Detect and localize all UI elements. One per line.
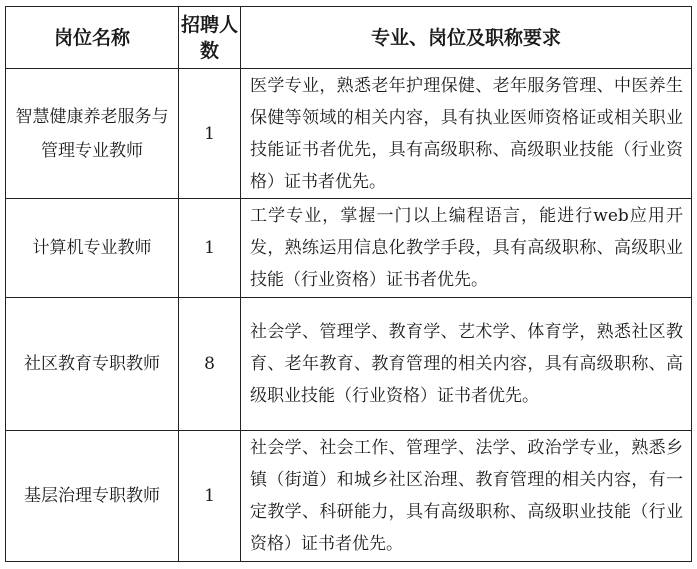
recruit-count-cell: 8	[179, 298, 241, 431]
requirements-cell: 医学专业，熟悉老年护理保健、老年服务管理、中医养生保健等领域的相关内容，具有执业医师资格证或相关职业技能证书者优先，具有高级职称、高级职业技能（行业资格）证书者优先。	[241, 69, 692, 199]
recruit-count-cell: 1	[179, 199, 241, 298]
header-row	[6, 7, 692, 69]
header-recruit-count: 招聘人数	[179, 7, 241, 69]
requirements-cell: 社会学、管理学、教育学、艺术学、体育学，熟悉社区教育、老年教育、教育管理的相关内容，具有高级职称、高级职业技能（行业资格）证书者优先。	[241, 298, 692, 431]
position-name-cell: 智慧健康养老服务与管理专业教师	[6, 69, 179, 199]
table-row	[6, 298, 692, 431]
requirements-cell: 社会学、社会工作、管理学、法学、政治学专业，熟悉乡镇（街道）和城乡社区治理、教育管理的相关内容，有一定教学、科研能力，具有高级职称、高级职业技能（行业资格）证书者优先。	[241, 431, 692, 562]
requirements-cell: 工学专业，掌握一门以上编程语言，能进行web应用开发，熟练运用信息化教学手段，具有高级职称、高级职业技能（行业资格）证书者优先。	[241, 199, 692, 298]
header-position-name: 岗位名称	[6, 7, 179, 69]
recruitment-table	[5, 6, 692, 562]
recruit-count-cell: 1	[179, 431, 241, 562]
table-row	[6, 431, 692, 562]
table-row	[6, 199, 692, 298]
position-name-cell: 计算机专业教师	[6, 199, 179, 298]
table-row	[6, 69, 692, 199]
position-name-cell: 社区教育专职教师	[6, 298, 179, 431]
position-name-cell: 基层治理专职教师	[6, 431, 179, 562]
header-requirements: 专业、岗位及职称要求	[241, 7, 692, 69]
recruit-count-cell: 1	[179, 69, 241, 199]
